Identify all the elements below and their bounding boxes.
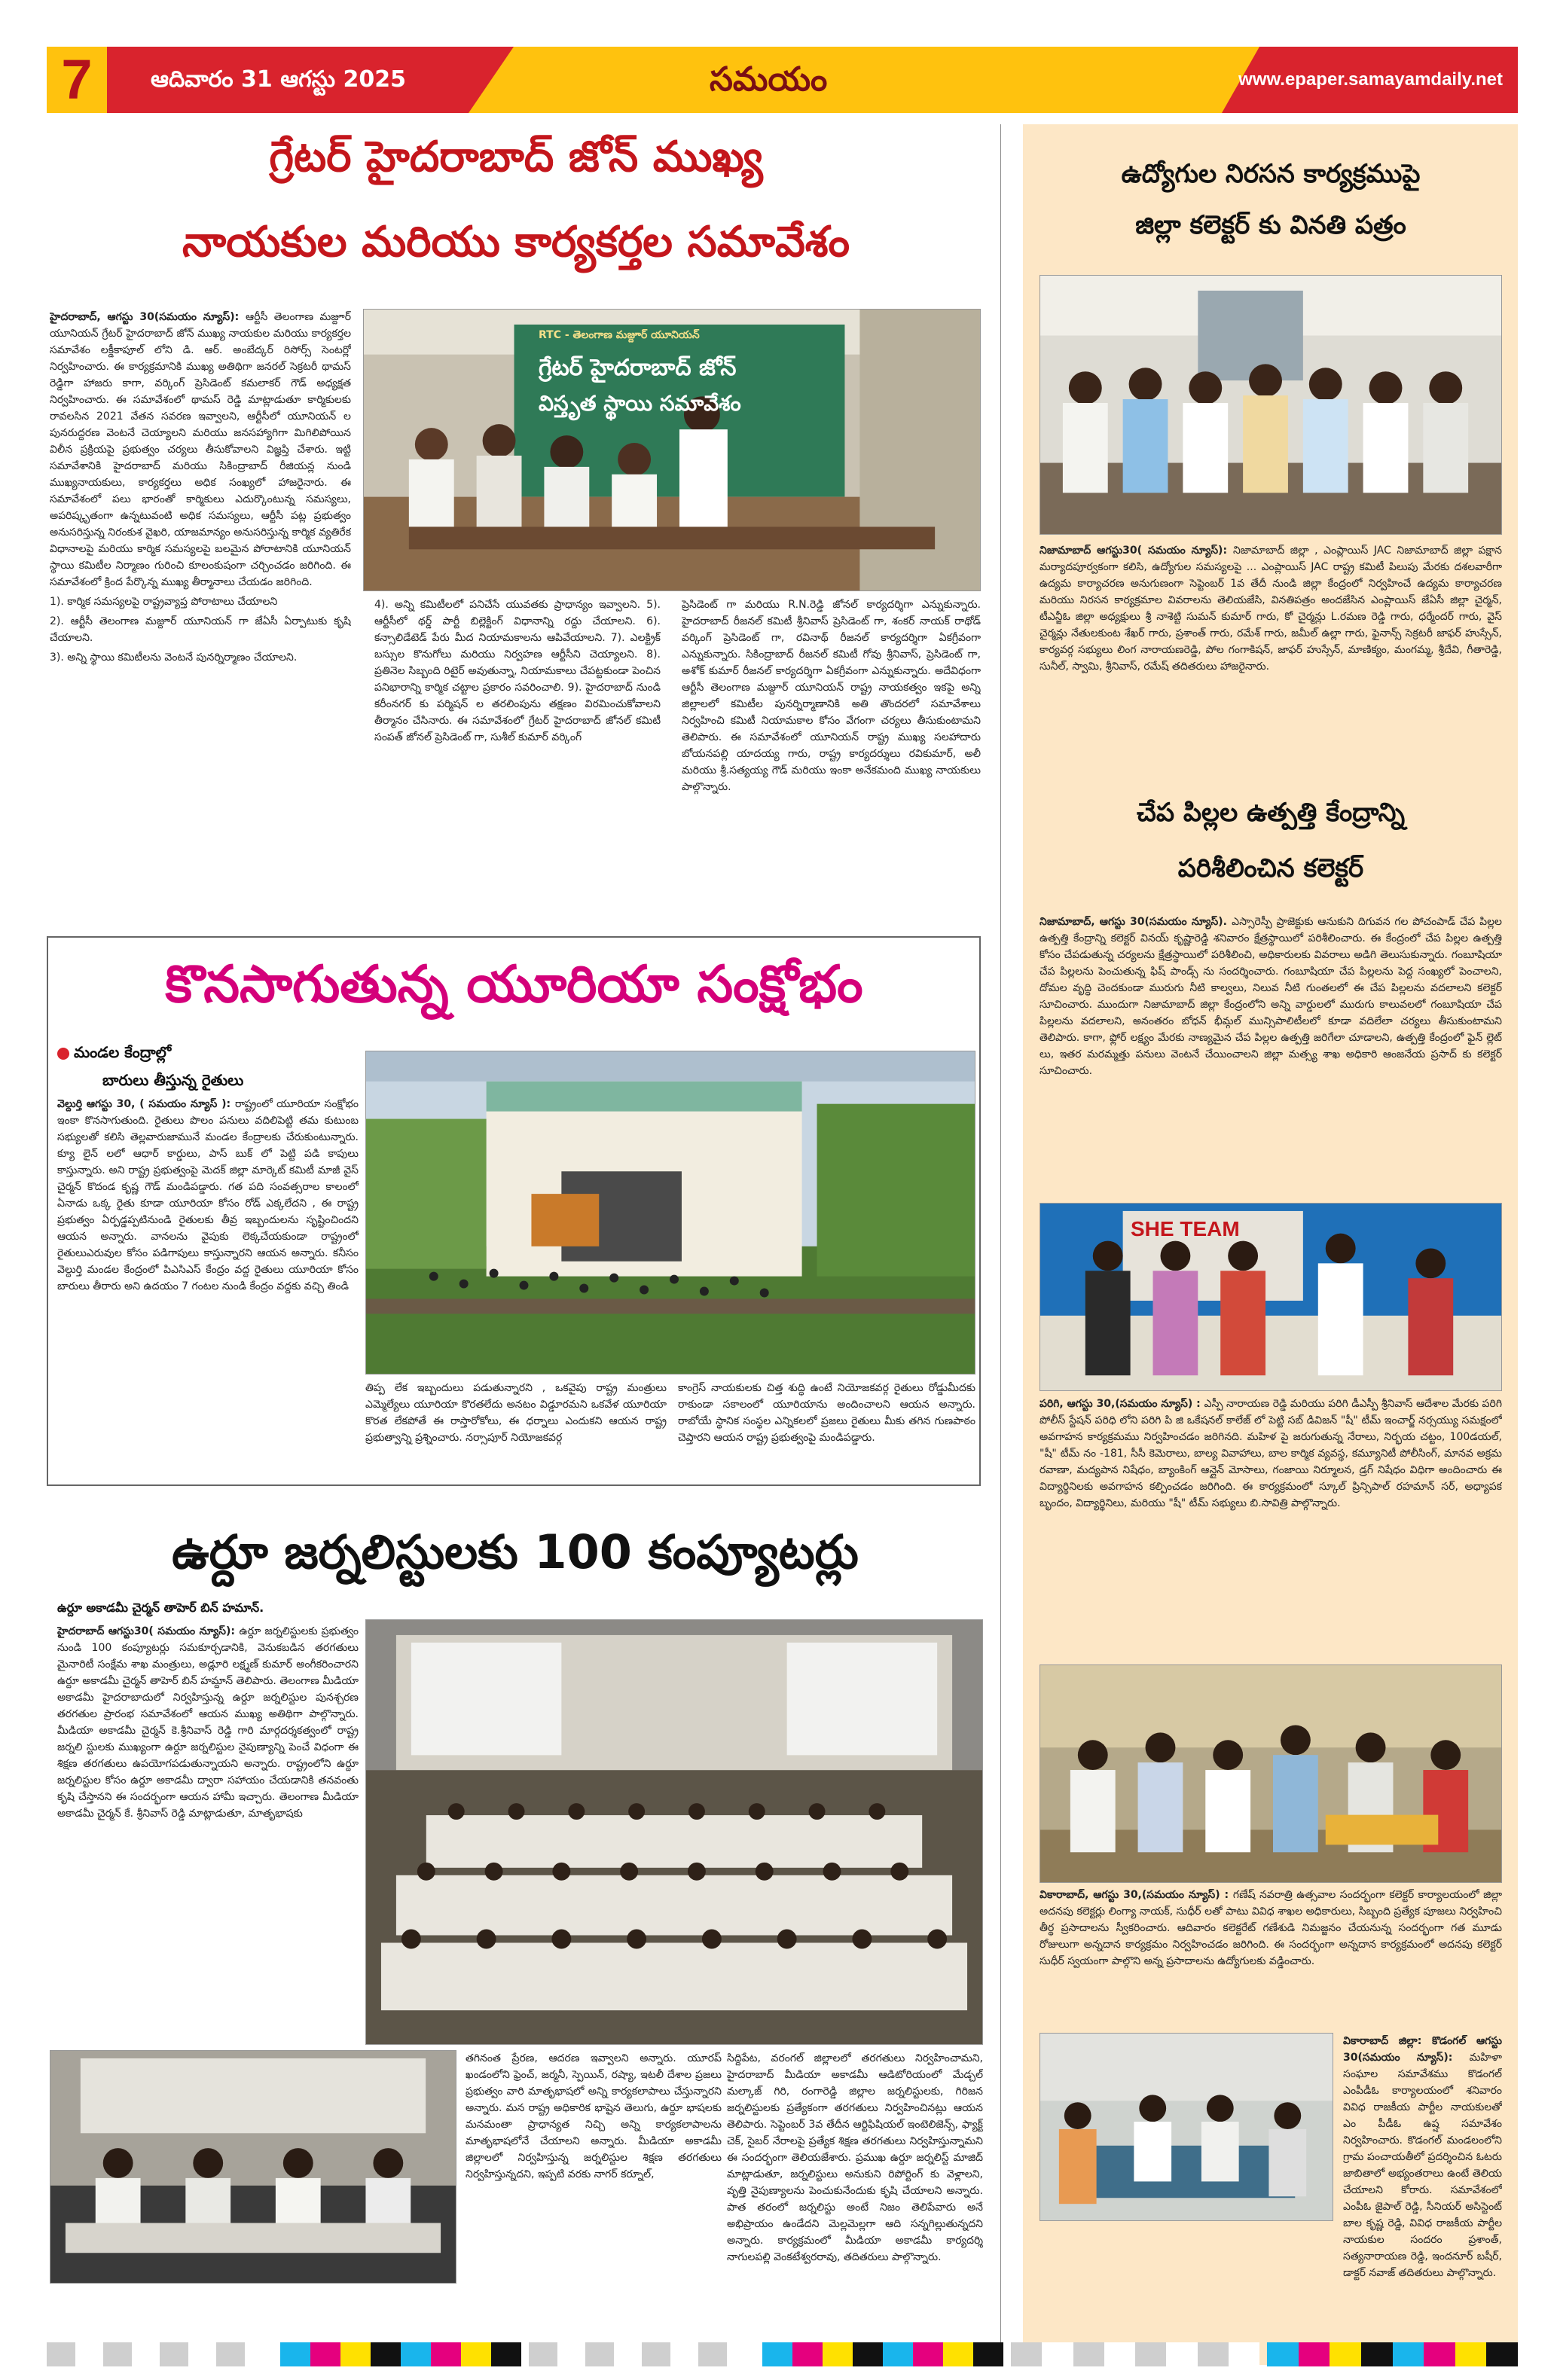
- right2-headline-line2: పరిశీలించిన కలెక్టర్: [1177, 853, 1364, 883]
- story1-resolution-3: 3). అన్ని స్థాయి కమిటీలను వెంటనే పునర్నిర్మాణం చేయాలని.: [50, 651, 298, 664]
- issue-date: ఆదివారం 31 ఆగస్టు 2025: [151, 66, 407, 93]
- right5-body: వికారాబాద్ జిల్లా: కొడంగల్ ఆగస్టు 30(సమయం న్యూస్): మహిళా సంఘాల సమావేశము కొడంగల్ ఎంపీడీఓ కార్యాలయంలో శనివారం వివిధ రాజకీయ పార్టీల నాయకులతో ఎం పీడీఓ ఉష్ష సమావేశం నిర్వహించారు. కొడంగల్ మండలంలోని గ్రామ పంచాయతీలో ప్రదర్శించిన ఓటరు జాబితాలో అభ్యంతరాలు ఉంటే తెలియ చేయాలని కోరారు. సమావేశంలో ఎంపీఓ జైపాల్ రెడ్డి, సీనియర్ అసిస్టెంట్ బాల కృష్ణ రెడ్డి, వివిధ రాజకీయ పార్టీల నాయకుల సందరం ప్రశాంత్, సత్యనారాయణ రెడ్డి, ఇందనూర్ బషీర్, డాక్టర్ నవాజ్ తదితరులు పాల్గొన్నారు.: [1343, 2035, 1502, 2279]
- she-team-sign: SHE TEAM: [1131, 1217, 1240, 1240]
- story1-photo-meeting: [363, 309, 981, 591]
- right1-headline-line2: జిల్లా కలెక్టర్ కు వినతి పత్రం: [1135, 210, 1406, 240]
- right3-dateline: పరిగి, ఆగస్టు 30,(సమయం న్యూస్) :: [1040, 1398, 1204, 1410]
- registration-bar-3: [529, 2342, 755, 2366]
- hall-banner-title2: విస్తృత స్థాయి సమావేశం: [539, 391, 741, 416]
- story1-col1-text: ఆర్టీసీ తెలంగాణ మజ్దూర్ యూనియన్ గ్రేటర్ హైదరాబాద్ జోన్ ముఖ్య నాయకుల మరియు కార్యకర్తల సమావేశం లక్డీకాపూల్ లోని డి. ఆర్. అంబేద్కర్ రిసోర్స్ సెంటర్లో నిర్వహించారు. ఈ కార్యక్రమానికి ముఖ్య అతిథిగా జనరల్ సెక్రటరీ థామస్ రెడ్డిగా హాజరు కాగా, వర్కింగ్ ప్రెసిడెంట్ కమలాకర్ గౌడ్ అధ్యక్షత నిర్వహించారు. ఈ సమావేశంలో థామస్ రెడ్డి మాట్లాడుతూ కార్మికులకు రావలసిన 2021 వేతన సవరణ ఇవ్వాలని, ఆర్టీసీలో యూనియన్ ల పునరుద్దరణ వెంటనే చెయ్యాలని మరియు జనసహ్యాగిగా మిగిలిపోయిన విలీన ప్రక్రియపై ప్రభుత్వం చర్యలు తీసుకోవాలని విజ్ఞప్తి చేశారు. ఇట్టి సమావేశానికి హైదరాబాద్ మరియు సికింద్రాబాద్ రీజియన్ల నుండి ముఖ్యనాయకులు, కార్యకర్తలు అధిక సంఖ్యలో హాజరైనారు. ఈ సమావేశంలో పలు భారంతో కార్మికులు ఎదుర్కొంటున్న సమస్యలు, అపరిష్కృతంగా ఉన్నటువంటి అధిక సమస్యలు, ఆర్టీసీ పట్ల ప్రభుత్వం అనుసరిస్తున్న నిరంకుశ వైఖరి, యాజమాన్యం అనుసరిస్తున్న కార్మిక వ్యతిరేక విధానాలపై మరియు కార్మిక సమస్యలపై బలమైన పోరాటానికి యూనియన్ స్థాయి కమిటీల నిర్మాణం గురించి కూలంకుషంగా చర్చించడం జరిగింది. ఈ సమావేశంలో క్రింద పేర్కొన్న ముఖ్య తీర్మానాలు చేయడం జరిగింది.: [50, 311, 351, 588]
- newspaper-brand: సమయం: [710, 60, 828, 99]
- story1-resolution-2: 2). ఆర్టీసీ తెలంగాణ మజ్దూర్ యూనియన్ గా జేఏసీ ఏర్పాటుకు కృషి చేయాలని.: [50, 615, 351, 644]
- registration-bar-4: [762, 2342, 1003, 2366]
- right5-dateline: వికారాబాద్ జిల్లా: కొడంగల్ ఆగస్టు 30(సమయం న్యూస్):: [1343, 2035, 1502, 2064]
- story3-kicker: ఉర్దూ అకాడమీ చైర్మన్ తాహెర్ బిన్ హమాన్.: [57, 1600, 264, 1615]
- right3-photo-she-team: [1040, 1203, 1502, 1391]
- story2-kicker2: బారులు తీస్తున్న రైతులు: [102, 1071, 244, 1089]
- story1-col2: 4). అన్ని కమిటీలలో పనిచేసే యువతకు ప్రాధాన్యం ఇవ్వాలని. 5). ఆర్టీసీలో థర్డ్ పార్టీ బిల్లెక్టింగ్ విధానాన్ని రద్దు చేయాలని. 6). కన్సాలిడేటెడ్ పేరు మీద నియామకాలను ఆపివేయాలని. 7). ఎలక్ట్రిక్ బస్సుల కొనుగోలు మరియు నిర్వహణ ఆర్టీసీని చెయ్యాలని. 8). ప్రతినెల సిబ్బంది రిటైర్ అవుతున్నా, నియామకాలు చేపట్టకుండా పెంచిన పనిభారాన్ని కార్మిక చట్టాల ప్రకారం సవరించాలి. 9). హైదరాబాద్ నుండి కరీంనగర్ కు పర్మిషన్ ల తరలింపును తక్షణం విరమించుకోవాలని తీర్మానం చేసినారు. ఈ సమావేశంలో గ్రేటర్ హైదరాబాద్ జోనల్ కమిటీ సంపత్ జోనల్ ప్రెసిడెంట్ గా, సుశీల్ కుమార్ వర్కింగ్: [374, 599, 661, 743]
- column-divider: [1000, 124, 1001, 2346]
- story3-dateline: హైదరాబాద్ ఆగస్టు30( సమయం న్యూస్):: [57, 1625, 240, 1637]
- story1-resolution-1: 1). కార్మిక సమస్యలపై రాష్ట్రవ్యాప్త పోరాటాలు చేయాలని: [50, 596, 278, 608]
- story2-dateline: వెల్దుర్తి ఆగస్టు 30, ( సమయం న్యూస్ ):: [57, 1098, 235, 1110]
- story2-col1: వెల్దుర్తి ఆగస్టు 30, ( సమయం న్యూస్ ): రాష్ట్రంలో యూరియా సంక్షోభం ఇంకా కొనసాగుతుంది. రైతులు పొలం పనులు వదిలిపెట్టి తమ కుటుంబ సభ్యులతో కలిసి తెల్లవారుజామునే మండల కేంద్రాలకు చేరుకుంటున్నారు. క్యూ లైన్ లలో ఆధార్ కార్డులు, పాస్ బుక్ లో పెట్టి పడి కాపులు కాస్తున్నారు. అని రాష్ట్ర ప్రభుత్వంపై మెదక్ జిల్లా మార్కెట్ కమిటీ మాజీ వైస్ చైర్మన్ కొదండ కృష్ణ గౌడ్ మండిపడ్డారు. గత పది సంవత్సరాల కాలంలో ఏనాడు ఒక్క రైతు కూడా యూరియా కోసం రోడ్ ఎక్కలేదని , ఈ రాష్ట్ర ప్రభుత్వం ఏర్పడ్డప్పటినుండి రైతులకు తీవ్ర ఇబ్బందులను సృష్టించిందని ఆయన అన్నారు. వానలను వైపుకు లెక్కచేయకుండా రాష్ట్రంలో రైతులుఎరువుల కోసం పడిగాపులు కాస్తున్నారని ఆయన అన్నారు. కనీసం వెల్దుర్తి మండల కేంద్రంలో పిఎసిఎస్ కేంద్రం వద్ద రైతులు యూరియా కోసం బారులు తీరారు అని ఉదయం 7 గంటల నుండి కేంద్రం వద్దకు వచ్చి తిండి: [57, 1098, 359, 1292]
- right4-body: వికారాబాద్, ఆగస్టు 30,(సమయం న్యూస్) : గణేష్ నవరాత్రి ఉత్సవాల సందర్భంగా కలెక్టర్ కార్యాలయంలో జిల్లా అదనపు కలెక్టర్లు లింగ్యా నాయక్, సుధీర్ లతో పాటు వివిధ శాఖల అధికారులు, సిబ్బంది ప్రత్యేక పూజలు నిర్వహించి తీర్థ ప్రసాదాలను స్వీకరించారు. ఆదివారం కలెక్టరేట్ గణేశుడి నిమజ్జనం చేయనున్న సందర్భంగా గత మూడు రోజులుగా అన్నదాన కార్యక్రమం నిర్వహించడం జరిగింది. ఈ సందర్భంగా అన్నదాన కార్యక్రమంలో అదనపు కలెక్టర్ సుధీర్ స్వయంగా పాల్గొని అన్న ప్రసాదాలను ఉద్యోగులకు వడ్డించారు.: [1040, 1889, 1502, 1967]
- story3-photo-dais: [50, 2050, 456, 2284]
- story2-col2: తిప్ప లేక ఇబ్బందులు పడుతున్నారని , ఒకవైపు రాష్ట్ర మంత్రులు ఎమ్మెల్యేలు యూరియా కొరతలేదు అనటం విడ్డూరమని ఒకవేళ యూరియా కొరత లేకపోతే ఈ రాస్తారోకోలు, ఈ ధర్నాలు ఎందుకని ఆయన రాష్ట్ర ప్రభుత్వాన్ని ప్రశ్నించారు. నర్సాపూర్ నియోజకవర్గ: [365, 1382, 667, 1444]
- registration-bar-5: [1011, 2342, 1259, 2366]
- epaper-url[interactable]: www.epaper.samayamdaily.net: [1238, 69, 1503, 90]
- right1-photo-petition: [1040, 275, 1502, 535]
- hall-banner-title1: గ్రేటర్ హైదరాబాద్ జోన్: [539, 355, 737, 381]
- right5-photo-meeting: [1040, 2033, 1333, 2221]
- red-dot-icon: [57, 1048, 69, 1060]
- story1-dateline: హైదరాబాద్, ఆగస్టు 30(సమయం న్యూస్):: [50, 311, 246, 323]
- right4-dateline: వికారాబాద్, ఆగస్టు 30,(సమయం న్యూస్) :: [1040, 1889, 1233, 1901]
- right3-body: పరిగి, ఆగస్టు 30,(సమయం న్యూస్) : ఎస్పీ నారాయణ రెడ్డి మరియు పరిగి డీఎస్పీ శ్రీనివాస్ ఆదేశాల మేరకు పరిగి పోలీస్ స్టేషన్ పరిధి లోని పరిగి పి జి ఒకేషనల్ కాలేజ్ లో పెట్టి సబ్ డివిజన్ "షీ" టీమ్ ఇంచార్జ్ నర్సయ్యు సమక్షంలో అవగాహన కార్యక్రమము నిర్వహించడం జరిగినది. మహిళ పై జరుగుతున్న నేరాలు, నిర్భయ చట్టం, 100డయల్, "షీ" టీమ్ నం -181, సీసీ కెమెరాలు, బాల్య వివాహాలు, బాల కార్మిక వ్యవస్థ, కమ్యూనిటీ పోలీసింగ్, మానవ అక్రమ రవాణా, మద్యపాన నిషేధం, బ్యాంకింగ్ ఆన్లైన్ మోసాలు, గంజాయి నిర్మూలన, డ్రగ్ నిషేధం విధిగా అందించారు ఈ విద్యార్థినిలకు అవగాహన కల్పించడం జరిగింది. ఈ కార్యక్రమంలో స్కూల్ ప్రిన్సిపాల్ రహమాన్ సర్, అధ్యాపక బృందం, విద్యార్థినిలు, మరియు "షీ" టీమ్ సభ్యులు బి.సావిత్రి పాల్గొన్నారు.: [1040, 1398, 1502, 1509]
- story3-col2: తగినంత ప్రేరణ, ఆదరణ ఇవ్వాలని అన్నారు. యూరప్ ఖండంలోని ఫ్రెంచ్, జర్మనీ, స్పెయిన్, రష్యా, ఇటలీ దేశాల ప్రజలు ప్రభుత్వం వారి మాతృభాషలో అన్ని కార్యకలాపాలు చేస్తున్నారని అన్నారు. మన రాష్ట్ర అధికారిక భాషైన తెలుగు, ఉర్దూ భాషలకు మనమంతా ప్రాధాన్యత నిచ్చి అన్ని కార్యకలాపాలను మాతృభాషలోనే చేయాలని అన్నారు. మీడియా అకాడమీ జిల్లాలలో నిర్వహిస్తున్న జర్నలిస్టుల శిక్షణ తరగతులు నిర్వహిస్తున్నదని, ఇప్పటి వరకు నాగర్ కర్నూల్,: [466, 2052, 722, 2180]
- right1-dateline: నిజామాబాద్ ఆగస్టు30( సమయం న్యూస్):: [1040, 545, 1233, 557]
- story1-col3: ప్రెసిడెంట్ గా మరియు R.N.రెడ్డి జోనల్ కార్యదర్శిగా ఎన్నుకున్నారు. హైదరాబాద్ రీజనల్ కమిటీ శ్రీనివాస్ ప్రెసిడెంట్ గా, శంకర్ నాయక్ రాథోడ్ వర్కింగ్ ప్రెసిడెంట్ గా, రవినాథ్ రీజనల్ కార్యదర్శిగా ఏకగ్రీవంగా ఎన్నుకున్నారు. సికింద్రాబాద్ రీజనల్ కమిటీ గోవు శ్రీనివాస్, ప్రెసిడెంట్ గా, అశోక్ కుమార్ రీజనల్ కార్యదర్శిగా ఏకగ్రీవంగా ఎన్నుకున్నారు. అదేవిధంగా ఆర్టీసీ తెలంగాణ మజ్దూర్ యూనియన్ రాష్ట్ర నాయకత్వం ఇకపై అన్ని జిల్లాలలో కమిటీల పునర్నిర్మాణానికి అతి తొందరలో సమావేశాలు నిర్వహించి కమిటీ నియామకాల కోసం వేగంగా చర్యలు తీసుకుంటామని తెలిపారు. ఈ సమావేశంలో యూనియన్ రాష్ట్ర ముఖ్య సలహాదారు బోయనపల్లి యాదయ్య గారు, రాష్ట్ర కార్యదర్శులు రవికుమార్, అలీ మరియు శ్రీ.సత్యయ్య గౌడ్ మరియు ఇంకా అనేకమంది ముఖ్య నాయకులు పాల్గొన్నారు.: [682, 599, 981, 793]
- registration-bar-6: [1267, 2342, 1518, 2366]
- right2-body: నిజామాబాద్, ఆగస్టు 30(సమయం న్యూస్). ఎస్సారెస్పీ ప్రాజెక్టుకు ఆనుకుని దిగువన గల పోచంపాడ్ చేప పిల్లల ఉత్పత్తి కేంద్రాన్ని కలెక్టర్ వినయ్ కృష్ణారెడ్డి శనివారం క్షేత్రస్థాయిలో పరిశీలించారు. ఈ కేంద్రంలో చేప పిల్లల ఉత్పత్తి కోసం చేపడుతున్న చర్యలను క్షేత్రస్థాయిలో పరిశీలించి, అధికారులకు వివరాలు అడిగి తెలుసుకున్నారు. గంబూషియా చేప పిల్లలను పెంచుతున్న ఫిష్ పాండ్స్ ను సందర్శించారు. గంబూషియా చేప పిల్లలను పెద్ద సంఖ్యలో పెంచాలని, దోమల వృద్ధి చెందకుండా మురుగు నీటి కాల్వలు, నిలువ నీటి గుంతలలో ఈ చేప పిల్లలను వదలాలని కలెక్టర్ సూచించారు. ముందుగా నిజామాబాద్ జిల్లా కేంద్రంలోని అన్ని వార్డులలో మురుగు కాలువలలో గంబూషియా చేప పిల్లలను వదలాలని, అనంతరం బోధన్ భీమ్గల్ మున్సిపాలిటీలలో కూడా వదిలేలా చర్యలు తీసుకుంటామని తెలిపారు. కాగా, ఫ్లోర్ లక్ష్యం మేరకు నాణ్యమైన చేప పిల్లల ఉత్పత్తి జరిగేలా చూడాలని, ఉత్పత్తి కేంద్రంలో ఫైన్ ల్లెట్ లు, ఇతర మరమ్మత్తు పనులు వెంటనే చేయించాలని జిల్లా మత్స్య శాఖ అధికారి ఆంజనేయ ప్రసాద్ కు కలెక్టర్ సూచించారు.: [1040, 916, 1502, 1077]
- right2-headline-line1: చేప పిల్లల ఉత్పత్తి కేంద్రాన్ని: [1137, 798, 1405, 828]
- right2-dateline: నిజామాబాద్, ఆగస్టు 30(సమయం న్యూస్).: [1040, 916, 1232, 928]
- right4-photo-prasadam: [1040, 1664, 1502, 1883]
- story2-photo-queue: [365, 1051, 975, 1375]
- right-column: [1023, 124, 1518, 2365]
- page-number: 7: [47, 47, 107, 113]
- right1-headline-line1: ఉద్యోగుల నిరసన కార్యక్రముపై: [1121, 159, 1421, 189]
- story3-col1: హైదరాబాద్ ఆగస్టు30( సమయం న్యూస్): ఉర్దూ జర్నలిస్టులకు ప్రభుత్వం నుండి 100 కంప్యూటర్లు సమకూర్చడానికి, వెనుకబడిన తరగతులు మైనారిటీ సంక్షేమ శాఖ మంత్రులు, అడ్లూరి లక్ష్మణ్ కుమార్ అంగీకరించారని ఉర్దూ అకాడమీ చైర్మన్ తాహెర్ బిన్ హమ్దాన్ తెలిపారు. తెలంగాణ మీడియా అకాడమీ హైదరాబాదులో నిర్వహిస్తున్న ఉర్దూ జర్నలిస్టుల పునశ్చరణ తరగతుల ప్రారంభ సమావేశంలో ఆయన ముఖ్య అతిథిగా పాల్గొన్నారు. మీడియా అకాడమీ చైర్మన్ కె.శ్రీనివాస్ రెడ్డి గారి మార్గదర్శకత్వంలో రాష్ట్ర జర్నలి స్టులకు ముఖ్యంగా ఉర్దూ జర్నలిస్టుల నైపుణ్యాన్ని పెంచే విధంగా ఈ శిక్షణ తరగతులు ఉపయోగపడుతున్నాయని అన్నారు. రాష్ట్రంలోని ఉర్దూ జర్నలిస్టుల కోసం ఉర్దూ అకాడమీ ద్వారా సహాయం చేయడానికి తనవంతు కృషి చేస్తానని ఈ సందర్భంగా ఆయన హామీ ఇచ్చారు. తెలంగాణ మీడియా అకాడమీ చైర్మన్ కే. శ్రీనివాస్ రెడ్డి మాట్లాడుతూ, మాతృభాషకు: [57, 1625, 359, 1820]
- story2-col3: కాంగ్రెస్ నాయకులకు చిత్త శుద్ధి ఉంటే నియోజకవర్గ రైతులు రోడ్డుమీదకు రాకుండా సకాలంలో యూరియాను అందించాలని ఆయన అన్నారు. రాబోయే స్థానిక సంస్థల ఎన్నికలలో ప్రజలు రైతులు మీకు తగిన గుణపాఠం చెప్తారని ఆయన రాష్ట్ర ప్రభుత్వంపై మండిపడ్డారు.: [678, 1382, 975, 1444]
- hall-banner-top: RTC - తెలంగాణ మజ్దూర్ యూనియన్: [539, 329, 700, 341]
- story2-headline: కొనసాగుతున్న యూరియా సంక్షోభం: [165, 955, 863, 1015]
- masthead: [47, 47, 1518, 113]
- story3-headline: ఉర్దూ జర్నలిస్టులకు 100 కంప్యూటర్లు: [172, 1524, 859, 1579]
- story1-headline-line2: నాయకుల మరియు కార్యకర్తల సమావేశం: [182, 218, 850, 267]
- story3-photo-group: [365, 1619, 983, 2045]
- story1-col1: [50, 309, 351, 904]
- story2-kicker-block: [57, 1043, 359, 1103]
- registration-bar-2: [280, 2342, 521, 2366]
- registration-bar-1: [47, 2342, 273, 2366]
- story3-col3: సిద్దిపేట, వరంగల్ జిల్లాలలో తరగతులు నిర్వహించామని, హైదరాబాద్ మీడియా అకాడమీ ఆడిటోరియంలో మేడ్చల్ మల్కాజ్ గిరి, రంగారెడ్డి జిల్లాల జర్నలిస్టులకు, గిరిజన జర్నలిస్టులకు ప్రత్యేకంగా తరగతులు నిర్వహించినట్లు ఆయన తెలిపారు. సెప్టెంబర్ 3వ తేదీన ఆర్టిఫిషియల్ ఇంటెలిజెన్స్, ఫ్యాక్ట్ చెక్, సైబర్ నేరాలపై ప్రత్యేక శిక్షణ తరగతులు నిర్వహిస్తున్నామని ఈ సందర్భంగా తెలియజేశారు. ప్రముఖ ఉర్దూ జర్నలిస్ట్ మాజిద్ మాట్లాడుతూ, జర్నలిస్టులు అనుకుని రిపోర్టింగ్ కు వెళ్లాలని, వృత్తి నైపుణ్యాలను పెంచుకునేందుకు కృషి చేయాలని అన్నారు. పాత తరంలో జర్నలిస్టు అంటే నిజం తెలిపేవారు అనే అభిప్రాయం ఉండేదని మెల్లమెల్లగా ఆది సన్నగిల్లుతున్నదని అన్నారు. కార్యక్రమంలో మీడియా అకాడమీ కార్యదర్శి నాగులపల్లి వెంకటేశ్వరరావు, తదితరులు పాల్గొన్నారు.: [727, 2052, 983, 2263]
- story2-kicker1: మండల కేంద్రాల్లో: [57, 1043, 359, 1065]
- story1-headline-line1: గ్రేటర్ హైదరాబాద్ జోన్ ముఖ్య: [269, 133, 763, 182]
- right1-body: నిజామాబాద్ ఆగస్టు30( సమయం న్యూస్): నిజామాబాద్ జిల్లా , ఎంప్లాయిస్ JAC నిజామాబాద్ జిల్లా పక్షాన మర్యాదపూర్వకంగా కలిసి, ఉద్యోగుల సమస్యలపై ... ఎంప్లాయిస్ JAC రాష్ట్ర కమిటీ పిలుపు మేరకు దశలవారీగా ఉద్యమ కార్యాచరణ అనుగుణంగా సెప్టెంబర్ 1వ తేదీ నుండి జిల్లా కేంద్రంలో నిర్వహించే ఉద్యమ కార్యాచరణ మరియు నిరసన కార్యక్రమాల వివరాలను తెలియజేసి, వినతిపత్రం అందజేసిన ఎంప్లాయిస్ జేఏసీ జిల్లా చైర్మన్, టీఎన్జీఓ జిల్లా అధ్యక్షులు శ్రీ నాశెట్టి సుమన్ కుమార్ గారు, కో చైర్మన్లు L.రమణ రెడ్డి గారు, ధర్మేందర్ గారు, వైస్ చైర్మన్లు నేతులకుంట శేఖర్ గారు, ప్రశాంత్ గారు, రమేశ్ గారు, జమీల్ ఉల్లా గారు, ఫైనాన్స్ సెక్రటరీ జాఫర్ హుస్సేన్, కార్యవర్గ సభ్యులు లింగ నారాయణరెడ్డి, పోల గంగాకిషన్, జాఫర్ హుస్సేన్, మాణిక్యం, మంగమ్మ, శ్రీదేవి, గీతారెడ్డి, సునీల్, స్వామి, శ్రీనివాస్, రమేష్ తదితరులు హాజరైనారు.: [1040, 545, 1502, 673]
